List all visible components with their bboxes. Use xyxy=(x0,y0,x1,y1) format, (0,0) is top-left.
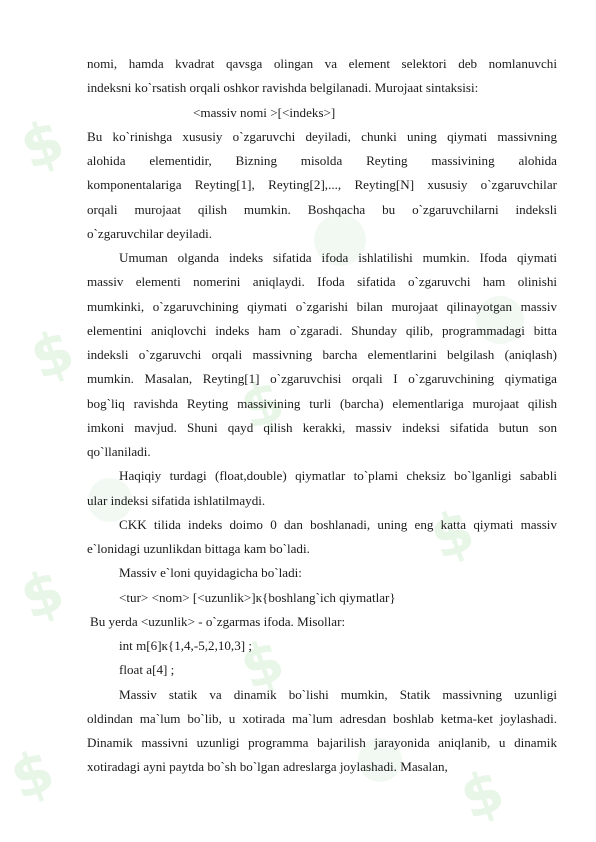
text-line: Bu ko`rinishga xususiy o`zgaruvchi deyiladi, chunki uning qiymati massivning xyxy=(87,128,557,144)
code-line: int m[6]к{1,4,-5,2,10,3] ; xyxy=(119,638,253,653)
text-line: massiv elementi nomerini aniqlaydi. Ifoda sifatida o`zgaruvchi ham olinishi xyxy=(87,274,557,290)
text-line: nomi, hamda kvadrat qavsga olingan va element selektori deb nomlanuvchi xyxy=(87,56,557,71)
text-line: elementini aniqlovchi indeks ham o`zgaradi. Shunday qilib, programmadagi bitta xyxy=(87,322,557,338)
text-line: mumkinki, o`zgaruvchining qiymati o`zgarishi bilan murojaat qilinayotgan massiv xyxy=(87,298,557,314)
text-line: e`lonidagi uzunlikdan bittaga kam bo`ladi. xyxy=(87,541,310,556)
text-line: Bu yerda <uzunlik> - o`zgarmas ifoda. Misollar: xyxy=(90,613,346,629)
text-line: ular indeksi sifatida ishlatilmaydi. xyxy=(87,492,266,508)
text-line: qo`llaniladi. xyxy=(87,444,151,459)
svg-text:$: $ xyxy=(421,495,483,574)
text-line: orqali murojaat qilish mumkin. Boshqacha bu o`zgaruvchilarni indeksli xyxy=(87,201,557,217)
text-line: xotiradagi ayni paytda bo`sh bo`lgan adreslarga joylashadi. Masalan, xyxy=(87,759,448,775)
svg-text:$: $ xyxy=(231,625,293,704)
text-line: Massiv e`loni quyidagicha bo`ladi: xyxy=(119,565,302,581)
svg-text:$: $ xyxy=(21,315,83,394)
svg-text:$: $ xyxy=(451,755,513,834)
text-line: oldindan ma`lum bo`lib, u xotirada ma`lum adresdan boshlab ketma-ket joylashadi. xyxy=(87,710,557,726)
code-line: float a[4] ; xyxy=(119,662,175,678)
text-line: CKK tilida indeks doimo 0 dan boshlanadi, uning eng katta qiymati massiv xyxy=(119,516,557,532)
svg-text:$: $ xyxy=(1,735,63,814)
document-page xyxy=(87,52,557,780)
svg-text:$: $ xyxy=(11,555,73,634)
text-line: indeksni ko`rsatish orqali oshkor ravishda belgilanadi. Murojaat sintaksisi: xyxy=(87,80,479,96)
text-line: alohida elementidir, Bizning misolda Reyting massivining alohida xyxy=(87,153,557,168)
svg-text:$: $ xyxy=(11,105,73,184)
text-line: Massiv statik va dinamik bo`lishi mumkin, Statik massivning uzunligi xyxy=(119,686,557,702)
text-line: mumkin. Masalan, Reyting[1] o`zgaruvchisi orqali I o`zgaruvchining qiymatiga xyxy=(87,371,557,387)
text-line: o`zgaruvchilar deyiladi. xyxy=(87,225,213,241)
svg-text:$: $ xyxy=(231,365,293,444)
text-line: komponentalariga Reyting[1], Reyting[2],..., Reyting[N] xususiy o`zgaruvchilar xyxy=(87,177,557,193)
syntax-line: <massiv nomi >[<indeks>] xyxy=(193,104,336,120)
text-line: bog`liq ravishda Reyting massivining turli (barcha) elementlariga murojaat qilish xyxy=(87,395,557,411)
text-line: imkoni mavjud. Shuni qayd qilish kerakki, massiv indeksi sifatida butun son xyxy=(87,419,557,435)
text-line: Dinamik massivni uzunligi programma bajarilish jarayonida aniqlanib, u dinamik xyxy=(87,735,557,750)
text-line: Haqiqiy turdagi (float,double) qiymatlar to`plami cheksiz bo`lganligi sababli xyxy=(119,468,557,484)
text-line: Umuman olganda indeks sifatida ifoda ishlatilishi mumkin. Ifoda qiymati xyxy=(119,250,557,265)
text-line: indeksli o`zgaruvchi orqali massivning barcha elementlarini belgilash (aniqlash) xyxy=(87,347,557,362)
syntax-line: <tur> <nom> [<uzunlik>]к{boshlang`ich qiymatlar} xyxy=(119,589,396,605)
